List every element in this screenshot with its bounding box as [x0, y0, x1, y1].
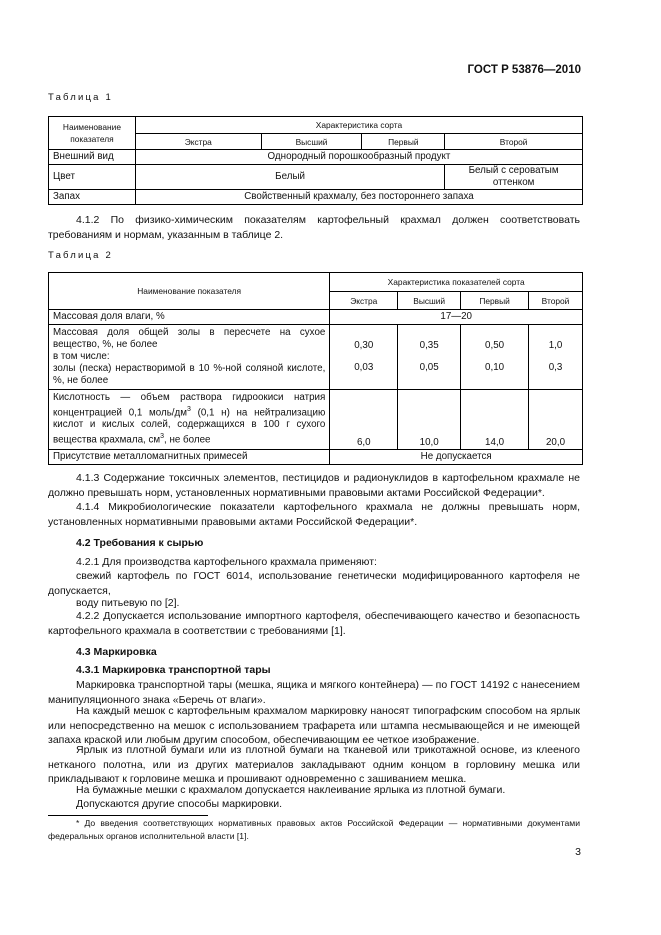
- table1-caption: Таблица 1: [48, 92, 113, 103]
- table2-group-header: Характеристика показателей сорта: [330, 273, 583, 292]
- paragraph-marking-1: Маркировка транспортной тары (мешка, ящика и мягкого контейнера) — по ГОСТ 14192 с нанесением манипуляционного знака «Беречь от влаги».: [48, 679, 580, 706]
- row-value: Не допускается: [330, 449, 583, 464]
- table1-grade: Первый: [362, 134, 445, 150]
- ash-including-label: в том числе:: [53, 351, 110, 362]
- paragraph-marking-2: На каждый мешок с картофельным крахмалом маркировку наносят типографским способом на ярлык или непосредственно на мешок с использованием трафарета или штампа несмывающейся и не имеющей запаха краской или любым другим способом, обеспечивающим ее четкое изображение.: [48, 705, 580, 746]
- section-heading-4-2: 4.2 Требования к сырью: [76, 537, 204, 549]
- row-label: Цвет: [49, 165, 136, 190]
- paragraph-4-1-4: 4.1.4 Микробиологические показатели картофельного крахмала не должны превышать норм, установленных нормативными правовыми актами Российской Федерации*.: [48, 501, 580, 528]
- row-label: Внешний вид: [49, 150, 136, 165]
- paragraph-water: воду питьевую по [2].: [76, 597, 180, 609]
- row-value: Свойственный крахмалу, без постороннего запаха: [135, 190, 582, 205]
- paragraph-marking-3: Ярлык из плотной бумаги или из плотной бумаги на тканевой или трикотажной основе, из клееного нетканого полотна, или из других материалов закладывают одним концом в горловину мешка или прикладывают к горловине мешка и прошивают одновременно с зашиванием мешка.: [48, 744, 580, 785]
- row-label: Массовая доля влаги, %: [49, 310, 330, 325]
- table2-grade: Второй: [529, 292, 583, 310]
- table2: [48, 272, 583, 465]
- paragraph-marking-4: На бумажные мешки с крахмалом допускается наклеивание ярлыка из плотной бумаги.: [76, 784, 506, 796]
- table2-caption: Таблица 2: [48, 250, 113, 261]
- table-row: [49, 310, 583, 325]
- table1-grade: Экстра: [135, 134, 261, 150]
- footnote-separator: [48, 815, 208, 816]
- row-value: 17—20: [330, 310, 583, 325]
- section-heading-4-3: 4.3 Маркировка: [76, 646, 157, 658]
- row-value: 0,30 0,03: [330, 325, 398, 390]
- table1-group-header: Характеристика сорта: [135, 117, 582, 134]
- row-value: 10,0: [398, 390, 461, 450]
- table-row: [49, 150, 583, 165]
- table2-name-header: Наименование показателя: [49, 273, 330, 310]
- row-value: 0,50 0,10: [461, 325, 529, 390]
- paragraph-4-1-2: 4.1.2 По физико-химическим показателям картофельный крахмал должен соответствовать требованиям и нормам, указанным в таблице 2.: [48, 214, 580, 241]
- table1-grade: Второй: [445, 134, 583, 150]
- table-row: [49, 165, 583, 190]
- row-value: 0,35 0,05: [398, 325, 461, 390]
- ash-total-label: Массовая доля общей золы в пересчете на сухое вещество, %, не более: [53, 327, 326, 350]
- row-value: 1,0 0,3: [529, 325, 583, 390]
- paragraph-4-1-3: 4.1.3 Содержание токсичных элементов, пестицидов и радионуклидов в картофельном крахмале не должно превышать норм, установленных нормативными правовыми актами Российской Федерации*.: [48, 472, 580, 499]
- row-value: Белый: [135, 165, 444, 190]
- table1-grade: Высший: [261, 134, 362, 150]
- section-heading-4-3-1: 4.3.1 Маркировка транспортной тары: [76, 664, 271, 676]
- paragraph-potato: свежий картофель по ГОСТ 6014, использование генетически модифицированного картофеля не допускается,: [48, 570, 580, 597]
- paragraph-4-2-1: 4.2.1 Для производства картофельного крахмала применяют:: [76, 556, 377, 568]
- row-label: [49, 325, 330, 390]
- document-code: ГОСТ Р 53876—2010: [467, 64, 581, 76]
- table1: [48, 116, 583, 205]
- table-row: [49, 325, 583, 390]
- table2-grade: Высший: [398, 292, 461, 310]
- table2-grade: Экстра: [330, 292, 398, 310]
- table-row: [49, 190, 583, 205]
- paragraph-4-2-2: 4.2.2 Допускается использование импортного картофеля, обеспечивающего качество и безопасность картофельного крахмала в соответствии с требованиями [1].: [48, 610, 580, 637]
- row-label: Присутствие металломагнитных примесей: [49, 449, 330, 464]
- row-value: 14,0: [461, 390, 529, 450]
- row-value: Белый с сероватым оттенком: [445, 165, 583, 190]
- page-number: 3: [575, 846, 581, 858]
- paragraph-marking-5: Допускаются другие способы маркировки.: [76, 798, 282, 810]
- table-row: [49, 390, 583, 450]
- table1-name-header: Наименование показателя: [49, 117, 136, 150]
- row-label: Кислотность — объем раствора гидроокиси натрия концентрацией 0,1 моль/$дм^3$ (0,1 н) на нейтрализацию кислот и кислых солей, содержащихся в 100 г сухого вещества крахмала, $см^3$, не более: [49, 390, 330, 450]
- row-value: 20,0: [529, 390, 583, 450]
- row-value: 6,0: [330, 390, 398, 450]
- table-row: [49, 449, 583, 464]
- footnote: * До введения соответствующих нормативных правовых актов Российской Федерации — нормативными документами федеральных органов исполнительной власти [1].: [48, 818, 580, 841]
- row-label: Запах: [49, 190, 136, 205]
- table2-grade: Первый: [461, 292, 529, 310]
- ash-insoluble-label: золы (песка) нерастворимой в 10 %-ной соляной кислоте, %, не более: [53, 363, 326, 386]
- row-value: Однородный порошкообразный продукт: [135, 150, 582, 165]
